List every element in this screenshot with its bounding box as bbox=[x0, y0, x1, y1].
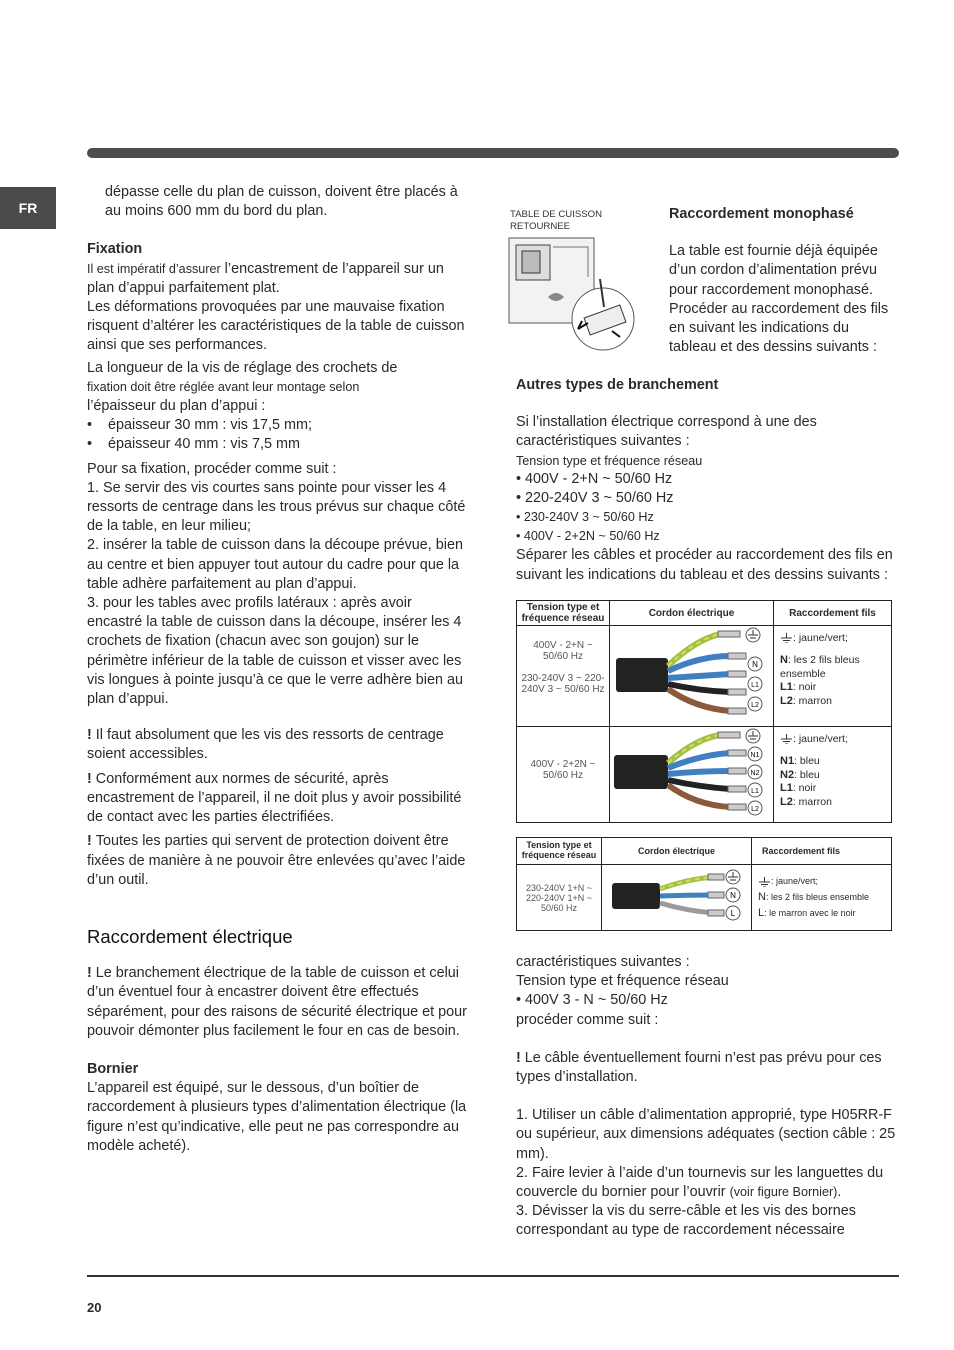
after-text: caractéristiques suivantes : bbox=[516, 954, 690, 970]
warning-4: ! Le branchement électrique de la table de cuisson et celui d’un éventuel four à encastrer doivent être effectués séparément, pour des raisons de sécurité électrique et pour pouvoir démonter plus facilement le four en cas de besoin. bbox=[87, 965, 467, 1039]
after-text: Tension type et fréquence réseau bbox=[516, 973, 729, 990]
warning-2: ! Conformément aux normes de sécurité, après encastrement de l’appareil, il ne doit plus y avoir possibilité de contact avec les parties électrifiées. bbox=[87, 770, 462, 826]
page-number: 20 bbox=[87, 1300, 102, 1315]
wiring-text: : bleu bbox=[794, 754, 820, 767]
step-1: 1. Se servir des vis courtes sans pointe pour visser les 4 ressorts de centrage dans les trous prévus sur chaque côté de la table, en leur milieu; bbox=[87, 479, 466, 535]
fixation-paragraph-1 bbox=[87, 260, 467, 298]
wire-key: L2 bbox=[780, 796, 793, 809]
wire-key: L1 bbox=[780, 782, 793, 795]
table-header: Tension type et fréquence réseau bbox=[517, 838, 602, 865]
step-2: 2. insérer la table de cuisson dans la découpe prévue, bien au centre et bien appuyer tout autour du cadre pour que la table adhère parfaitement au plan d’appui. bbox=[87, 537, 464, 592]
wiring-text: : noir bbox=[792, 782, 817, 795]
figure-label bbox=[510, 209, 602, 233]
screw-line-2: fixation doit être réglée avant leur montage selon bbox=[87, 379, 360, 394]
voltage-text: 230-240V 3 ~ 220-240V 3 ~ 50/60 Hz bbox=[521, 673, 605, 695]
warning-5-text: Le câble éventuellement fourni n’est pas prévu pour ces types d’installation. bbox=[516, 1049, 882, 1086]
screw-line-3: l’épaisseur du plan d’appui : bbox=[87, 398, 266, 415]
voltage-item: • 400V - 2+2N ~ 50/60 Hz bbox=[516, 529, 660, 544]
fixation-paragraph-2: Les déformations provoquées par une mauvaise fixation risquent d’altérer les caractéristiques de la table de cuisson ainsi que ses performances. bbox=[87, 299, 465, 354]
terminal-label: L2 bbox=[751, 702, 759, 709]
warning-1-text: Il faut absolument que les vis des ressorts de centrage soient accessibles. bbox=[87, 727, 444, 763]
table-cell-voltage: 230-240V 1+N ~ 220-240V 1+N ~ 50/60 Hz bbox=[517, 865, 602, 931]
figure-label-line-2: RETOURNEE bbox=[510, 221, 571, 232]
other-block bbox=[516, 376, 896, 585]
warning-2-text: Conformément aux normes de sécurité, après encastrement de l’appareil, il ne doit plus y avoir possibilité de contact avec les parties électrifiées. bbox=[87, 770, 462, 826]
wire-key: N bbox=[780, 653, 788, 666]
fixation-heading: Fixation bbox=[87, 241, 143, 258]
left-column bbox=[87, 183, 467, 1156]
voltage-item: • 220-240V 3 ~ 50/60 Hz bbox=[516, 489, 674, 506]
instruction-2 bbox=[516, 1164, 896, 1202]
wiring-text: : bleu bbox=[794, 768, 820, 781]
wiring-text: : jaune/vert; bbox=[771, 876, 819, 886]
terminal-label: L bbox=[730, 909, 736, 918]
terminal-label: L1 bbox=[751, 788, 759, 795]
voltage-item: • 400V - 2+N ~ 50/60 Hz bbox=[516, 470, 673, 487]
voltage-item: • 230-240V 3 ~ 50/60 Hz bbox=[516, 510, 654, 525]
section-title-electrical: Raccordement électrique bbox=[87, 925, 293, 947]
other-heading: Autres types de branchement bbox=[516, 377, 719, 393]
instruction-1: 1. Utiliser un câble d’alimentation approprié, type H05RR-F ou supérieur, aux dimensions adéquates (section câble : 25 mm). bbox=[516, 1107, 896, 1162]
wiring-text: : les 2 fils bleus ensemble bbox=[765, 892, 870, 902]
bullet-text: épaisseur 30 mm : vis 17,5 mm; bbox=[108, 417, 312, 434]
table-cell-wiring bbox=[774, 727, 892, 823]
wiring-text: : marron bbox=[792, 695, 832, 708]
wiring-text: : marron bbox=[792, 796, 832, 809]
after-text: • 400V 3 - N ~ 50/60 Hz bbox=[516, 992, 668, 1009]
top-bar bbox=[87, 148, 899, 158]
figure-label-line-1: TABLE DE CUISSON bbox=[510, 209, 603, 220]
warning-4-text: Le branchement électrique de la table de cuisson et celui d’un éventuel four à encastrer doivent être effectués séparément, pour des raisons de sécurité électrique et pour pouvoir démonter plus facilement le four en cas de besoin. bbox=[87, 965, 467, 1039]
wiring-table-2 bbox=[516, 837, 892, 931]
warning-3: ! Toutes les parties qui servent de protection doivent être fixées de manière à ne pouvoir être enlevées qu’avec l’aide d’un outil. bbox=[87, 833, 466, 888]
terminal-label: N bbox=[752, 660, 758, 669]
instruction-2-text: 2. Faire levier à l’aide d’un tournevis sur les languettes du couvercle du bornier pour l’ouvrir bbox=[516, 1164, 884, 1201]
fixation-p1-small: Il est impératif d’assurer bbox=[87, 261, 221, 276]
wiring-table-1 bbox=[516, 600, 892, 823]
separate-text: Séparer les câbles et procéder au raccordement des fils en suivant les indications du tableau et des dessins suivants : bbox=[516, 547, 893, 583]
hob-underside-diagram bbox=[508, 237, 658, 352]
warning-3-text: Toutes les parties qui servent de protection doivent être fixées de manière à ne pouvoir être enlevées qu’avec l’aide d’un outil. bbox=[87, 833, 466, 888]
terminal-label: N bbox=[730, 891, 736, 900]
terminal-label: L2 bbox=[751, 806, 759, 813]
bullet-text: épaisseur 40 mm : vis 7,5 mm bbox=[108, 436, 300, 453]
warning-1: ! Il faut absolument que les vis des ressorts de centrage soient accessibles. bbox=[87, 727, 444, 763]
instruction-2-end: . bbox=[837, 1184, 842, 1201]
table-header: Raccordement fils bbox=[774, 601, 892, 626]
language-tab: FR bbox=[0, 187, 56, 229]
table-cell-cord bbox=[610, 727, 774, 823]
instruction-3: 3. Dévisser la vis du serre-câble et les vis des bornes correspondant au type de raccordement nécessaire bbox=[516, 1203, 856, 1239]
instruction-2-ref: (voir figure Bornier) bbox=[729, 1185, 838, 1200]
wire-key: N2 bbox=[780, 768, 795, 781]
other-intro: Si l’installation électrique correspond à une des caractéristiques suivantes : bbox=[516, 414, 817, 450]
screw-line-1: La longueur de la vis de réglage des crochets de bbox=[87, 359, 398, 376]
ground-icon bbox=[780, 734, 793, 744]
wire-key: L1 bbox=[780, 681, 793, 694]
fixation-p1-rest: l’encastrement de l’appareil sur un plan d’appui parfaitement plat. bbox=[87, 260, 444, 296]
cord-drawing bbox=[610, 626, 773, 723]
table-cell-voltage: 400V - 2+2N ~ 50/60 Hz bbox=[517, 727, 610, 823]
wire-key: N1 bbox=[780, 754, 795, 767]
table-cell-wiring bbox=[774, 626, 892, 727]
procedure-intro: Pour sa fixation, procéder comme suit : bbox=[87, 460, 337, 477]
table-cell-cord bbox=[610, 626, 774, 727]
voltage-text: 400V - 2+N ~ 50/60 Hz bbox=[533, 640, 593, 662]
ground-icon bbox=[780, 633, 793, 643]
bornier-text: L’appareil est équipé, sur le dessous, d’un boîtier de raccordement à plusieurs types d’alimentation électrique (la figure n’est qu’indicative, elle peut ne pas correspondre au modèle acheté). bbox=[87, 1080, 467, 1154]
warning-5: ! Le câble éventuellement fourni n’est pas prévu pour ces types d’installation. bbox=[516, 1049, 882, 1086]
wire-key: L bbox=[758, 907, 765, 919]
wiring-text: : le marron avec le noir bbox=[764, 908, 856, 918]
other-small-label: Tension type et fréquence réseau bbox=[516, 453, 703, 468]
terminal-label: L1 bbox=[751, 682, 759, 689]
wiring-text: : jaune/vert; bbox=[793, 733, 848, 745]
bullet-item: • épaisseur 30 mm : vis 17,5 mm; bbox=[87, 417, 312, 434]
ground-icon bbox=[758, 877, 771, 887]
table-header: Cordon électrique bbox=[610, 601, 774, 626]
wire-key: L2 bbox=[780, 695, 793, 708]
table-header: Cordon électrique bbox=[602, 838, 752, 865]
step-3: 3. pour les tables avec profils latéraux : après avoir encastré la table de cuisson dans la découpe, insérer les 4 crochets de fixation (chacun avec son goujon) sur le périmètre inférieur de la table de cuisson et visser avec les vis longues à pointe jusqu’à ce que le verre adhère bien au plan d’appui. bbox=[87, 595, 464, 708]
wire-key: N bbox=[758, 891, 766, 903]
table-cell-cord bbox=[602, 865, 752, 931]
table-header: Tension type et fréquence réseau bbox=[517, 601, 610, 626]
wiring-text: : noir bbox=[792, 681, 817, 694]
mono-text: La table est fournie déjà équipée d’un cordon d’alimentation prévu pour raccordement monophasé. Procéder au raccordement des fils en suivant les indications du tableau et des dessins suivants : bbox=[669, 243, 889, 356]
wiring-text: : les 2 fils bleus ensemble bbox=[780, 653, 860, 680]
after-text: procéder comme suit : bbox=[516, 1011, 659, 1028]
intro-text: dépasse celle du plan de cuisson, doivent être placés à au moins 600 mm du bord du plan. bbox=[105, 184, 458, 220]
mono-block bbox=[669, 205, 899, 357]
terminal-label: N1 bbox=[750, 752, 760, 759]
wiring-text: : jaune/vert; bbox=[793, 632, 848, 644]
table-cell-wiring bbox=[752, 865, 892, 931]
table-cell-voltage bbox=[517, 626, 610, 727]
bornier-heading: Bornier bbox=[87, 1060, 139, 1077]
mono-heading: Raccordement monophasé bbox=[669, 206, 854, 222]
after-tables-block bbox=[516, 953, 896, 1241]
terminal-label: N2 bbox=[750, 770, 760, 777]
bottom-rule bbox=[87, 1275, 899, 1277]
cord-drawing bbox=[602, 865, 751, 927]
bullet-item: • épaisseur 40 mm : vis 7,5 mm bbox=[87, 436, 300, 453]
cord-drawing bbox=[610, 727, 773, 819]
table-header: Raccordement fils bbox=[752, 838, 892, 865]
